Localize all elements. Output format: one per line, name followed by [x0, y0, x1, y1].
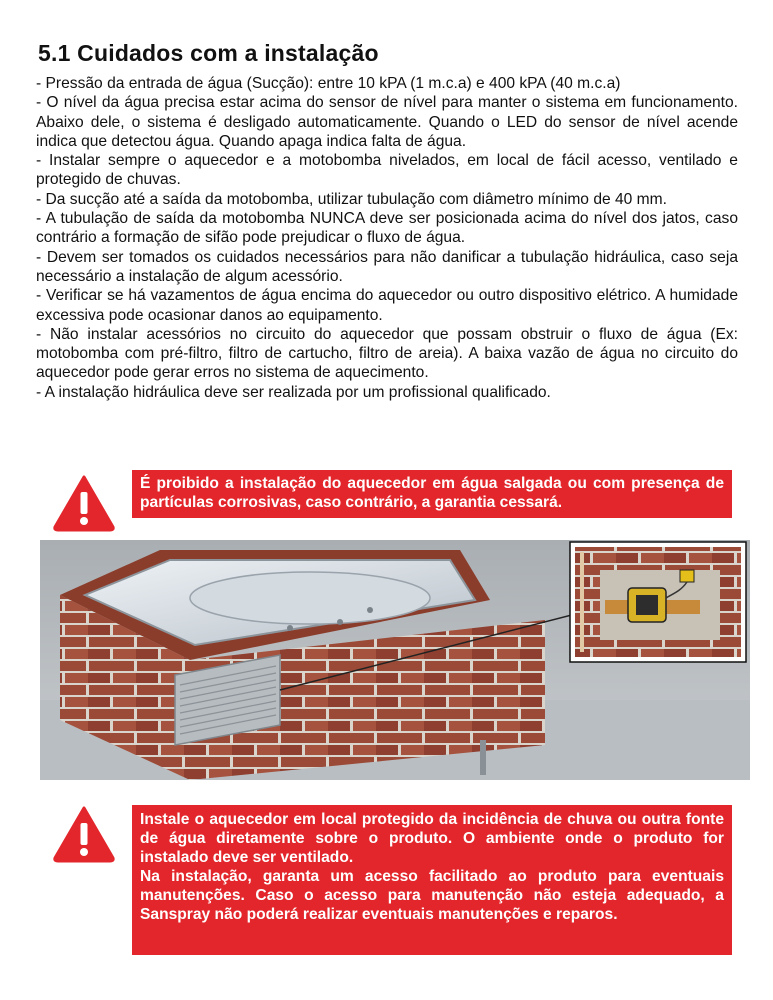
list-item: - Não instalar acessórios no circuito do aquecedor que possam obstruir o fluxo de água (Ex: motobomba com pré-filtro, filtro de cartucho, filtro de areia). A baixa vazão de água no circuito do aquecedor pode gerar erros no sistema de aquecimento. — [36, 325, 738, 382]
list-item: - Pressão da entrada de água (Sucção): entre 10 kPA (1 m.c.a) e 400 kPA (40 m.c.a) — [36, 75, 621, 92]
warning-triangle-icon — [52, 474, 116, 532]
list-item: - Da sucção até a saída da motobomba, utilizar tubulação com diâmetro mínimo de 40 mm. — [36, 190, 667, 208]
list-item: - Verificar se há vazamentos de água encima do aquecedor ou outro dispositivo elétrico. A humidade excessiva pode ocasionar danos ao equipamento. — [36, 287, 738, 324]
list-item: - Devem ser tomados os cuidados necessários para não danificar a tubulação hidráulica, caso seja necessário a instalação de algum acessório. — [36, 248, 738, 285]
list-item: - O nível da água precisa estar acima do sensor de nível para manter o sistema em funcionamento. Abaixo dele, o sistema é desligado automaticamente. Quando o LED do sensor de nível acende indica que detectou água. Quando apaga indica falta de água. — [36, 94, 738, 150]
salt-water-warning-text: É proibido a instalação do aquecedor em água salgada ou com presença de partículas corrosivas, caso contrário, a garantia cessará. — [132, 470, 732, 518]
warning-triangle-icon — [52, 805, 116, 863]
section-title: 5.1 Cuidados com a instalação — [38, 40, 379, 66]
list-item: - Instalar sempre o aquecedor e a motobomba nivelados, em local de fácil acesso, ventilado e protegido de chuvas. — [36, 152, 738, 189]
list-item: - A tubulação de saída da motobomba NUNCA deve ser posicionada acima do nível dos jatos, caso contrário a formação de sifão pode prejudicar o fluxo de água. — [36, 210, 738, 247]
list-item: - A instalação hidráulica deve ser realizada por um profissional qualificado. — [36, 383, 551, 401]
installation-illustration — [40, 540, 750, 780]
location-warning-text: Instale o aquecedor em local protegido da incidência de chuva ou outra fonte de água diretamente sobre o produto. O ambiente onde o produto for instalado deve ser ventilado. Na instalação, garanta um acesso facilitado ao produto para eventuais manutenções. Caso o acesso para manutenção não esteja adequado, a Sanspray não poderá realizar eventuais manutenções e reparos. — [132, 805, 732, 955]
installation-care-list — [36, 74, 738, 402]
